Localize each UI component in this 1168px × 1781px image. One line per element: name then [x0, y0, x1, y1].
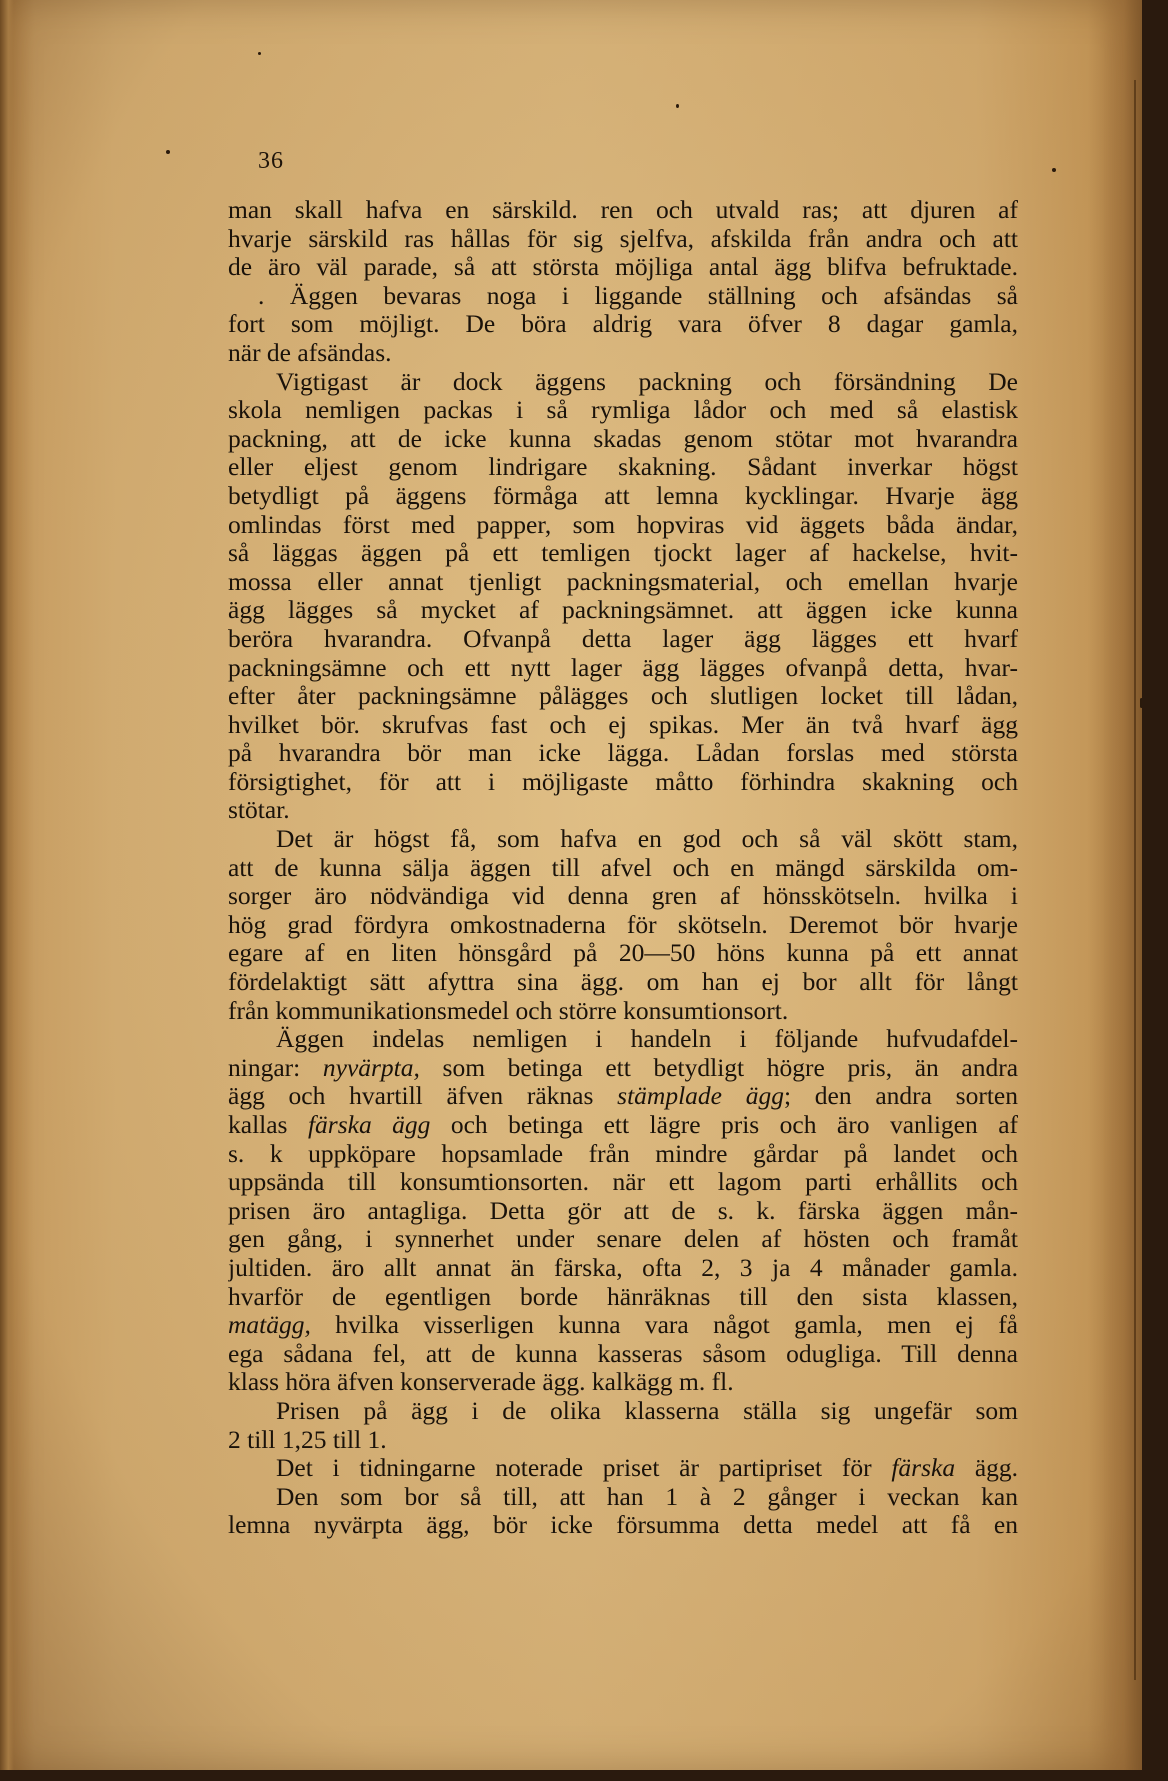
text-line: när de afsändas.	[228, 338, 392, 367]
text-line-mixed: matägg, hvilka visserligen kunna vara något gamla, men ej få	[228, 1311, 1018, 1340]
page-right-edge-shadow	[1088, 0, 1148, 1770]
text-line: Äggen indelas nemligen i handeln i följande hufvudafdel-	[276, 1025, 1018, 1054]
text-line: ägg lägges så mycket af packningsämnet. att äggen icke kunna	[228, 596, 1018, 625]
text-line: prisen äro antagliga. Detta gör att de s. k. färska äggen mån-	[228, 1196, 1018, 1225]
text-line: hög grad fördyra omkostnaderna för skötseln. Deremot bör hvarje	[228, 910, 1018, 939]
text-line: egare af en liten hönsgård på 20—50 höns kunna på ett annat	[228, 939, 1018, 968]
text-line: eller eljest genom lindrigare skakning. Sådant inverkar högst	[228, 453, 1018, 482]
scan-background-right	[1142, 0, 1168, 1781]
text-line: hvarför de egentligen borde hänräknas till den sista klassen,	[228, 1282, 1018, 1311]
text-line: gen gång, i synnerhet under senare delen af hösten och framåt	[228, 1225, 1018, 1254]
text-line: Prisen på ägg i de olika klasserna ställa sig ungefär som	[276, 1396, 1018, 1425]
text-line-mixed: ningar: nyvärpta, som betinga ett betydligt högre pris, än andra	[228, 1053, 1018, 1082]
text-line: s. k uppköpare hopsamlade från mindre gårdar på landet och	[228, 1139, 1018, 1168]
text-line-mixed: Det i tidningarne noterade priset är partipriset för färska ägg.	[276, 1454, 1018, 1483]
text-line: ega sådana fel, att de kunna kasseras såsom odugliga. Till denna	[228, 1339, 1018, 1368]
page-fold-line	[1134, 80, 1136, 1680]
text-line: från kommunikationsmedel och större konsumtionsort.	[228, 996, 789, 1025]
text-line: 2 till 1,25 till 1.	[228, 1425, 387, 1454]
text-line: Det är högst få, som hafva en god och så väl skött stam,	[276, 825, 1018, 854]
text-line: sorger äro nödvändiga vid denna gren af hönsskötseln. hvilka i	[228, 882, 1018, 911]
text-line: omlindas först med papper, som hopviras vid äggets båda ändar,	[228, 510, 1018, 539]
text-line: Den som bor så till, att han 1 à 2 gånger i veckan kan	[276, 1482, 1018, 1511]
text-line: . Äggen bevaras noga i liggande ställning och afsändas så	[258, 281, 1018, 310]
text-line: på hvarandra bör man icke lägga. Lådan forslas med största	[228, 739, 1018, 768]
text-line: fördelaktigt sätt afyttra sina ägg. om han ej bor allt för långt	[228, 968, 1018, 997]
text-line: hvilket bör. skrufvas fast och ej spikas. Mer än två hvarf ägg	[228, 710, 1018, 739]
text-line: packningsämne och ett nytt lager ägg lägges ofvanpå detta, hvar-	[228, 653, 1018, 682]
emphasis-farska-agg: färska ägg	[307, 1111, 431, 1139]
text-line: packning, att de icke kunna skadas genom stötar mot hvarandra	[228, 424, 1018, 453]
emphasis-stamplade-agg: stämplade ägg	[617, 1082, 784, 1111]
text-line: hvarje särskild ras hållas för sig sjelfva, afskilda från andra och att	[228, 224, 1018, 253]
text-line: efter åter packningsämne pålägges och slutligen locket till lådan,	[228, 682, 1018, 711]
page-left-edge-shadow	[0, 0, 14, 1770]
text-line-mixed: ägg och hvartill äfven räknas stämplade ägg; den andra sorten	[228, 1082, 1018, 1111]
text-line: de äro väl parade, så att största möjliga antal ägg blifva befruktade.	[228, 253, 1018, 282]
text-line: man skall hafva en särskild. ren och utvald ras; att djuren af	[228, 196, 1018, 224]
text-line: betydligt på äggens förmåga att lemna kycklingar. Hvarje ägg	[228, 481, 1018, 510]
text-line: uppsända till konsumtionsorten. när ett lagom parti erhållits och	[228, 1168, 1018, 1197]
ink-speck	[258, 52, 261, 55]
text-line: fort som möjligt. De böra aldrig vara öfver 8 dagar gamla,	[228, 310, 1018, 339]
emphasis-nyvarpta: nyvärpta,	[322, 1053, 420, 1082]
text-line: beröra hvarandra. Ofvanpå detta lager ägg lägges ett hvarf	[228, 624, 1018, 653]
text-line: Vigtigast är dock äggens packning och försändning De	[276, 367, 1018, 396]
text-line: skola nemligen packas i så rymliga lådor och med så elastisk	[228, 396, 1018, 425]
text-line: jultiden. äro allt annat än färska, ofta 2, 3 ja 4 månader gamla.	[228, 1253, 1018, 1282]
text-line: att de kunna sälja äggen till afvel och en mängd särskilda om-	[228, 853, 1018, 882]
body-text	[228, 196, 1018, 1540]
text-line: försigtighet, för att i möjligaste måtto förhindra skakning och	[228, 767, 1018, 796]
ink-speck	[166, 150, 170, 154]
scan-background-bottom	[0, 1770, 1168, 1781]
text-line: klass höra äfven konserverade ägg. kalkägg m. fl.	[228, 1368, 734, 1397]
text-line: stötar.	[228, 796, 290, 825]
text-line: lemna nyvärpta ägg, bör icke försumma detta medel att få en	[228, 1511, 1018, 1540]
page-number: 36	[258, 148, 284, 174]
ink-speck	[676, 104, 679, 108]
emphasis-farska: färska	[891, 1454, 956, 1483]
ink-speck	[1052, 168, 1056, 172]
text-line-mixed: kallas färska ägg och betinga ett lägre pris och äro vanligen af	[228, 1111, 1018, 1139]
text-line: mossa eller annat tjenligt packningsmaterial, och emellan hvarje	[228, 567, 1018, 596]
emphasis-matagg: matägg,	[228, 1311, 311, 1340]
text-line: så läggas äggen på ett temligen tjockt lager af hackelse, hvit-	[228, 539, 1018, 568]
